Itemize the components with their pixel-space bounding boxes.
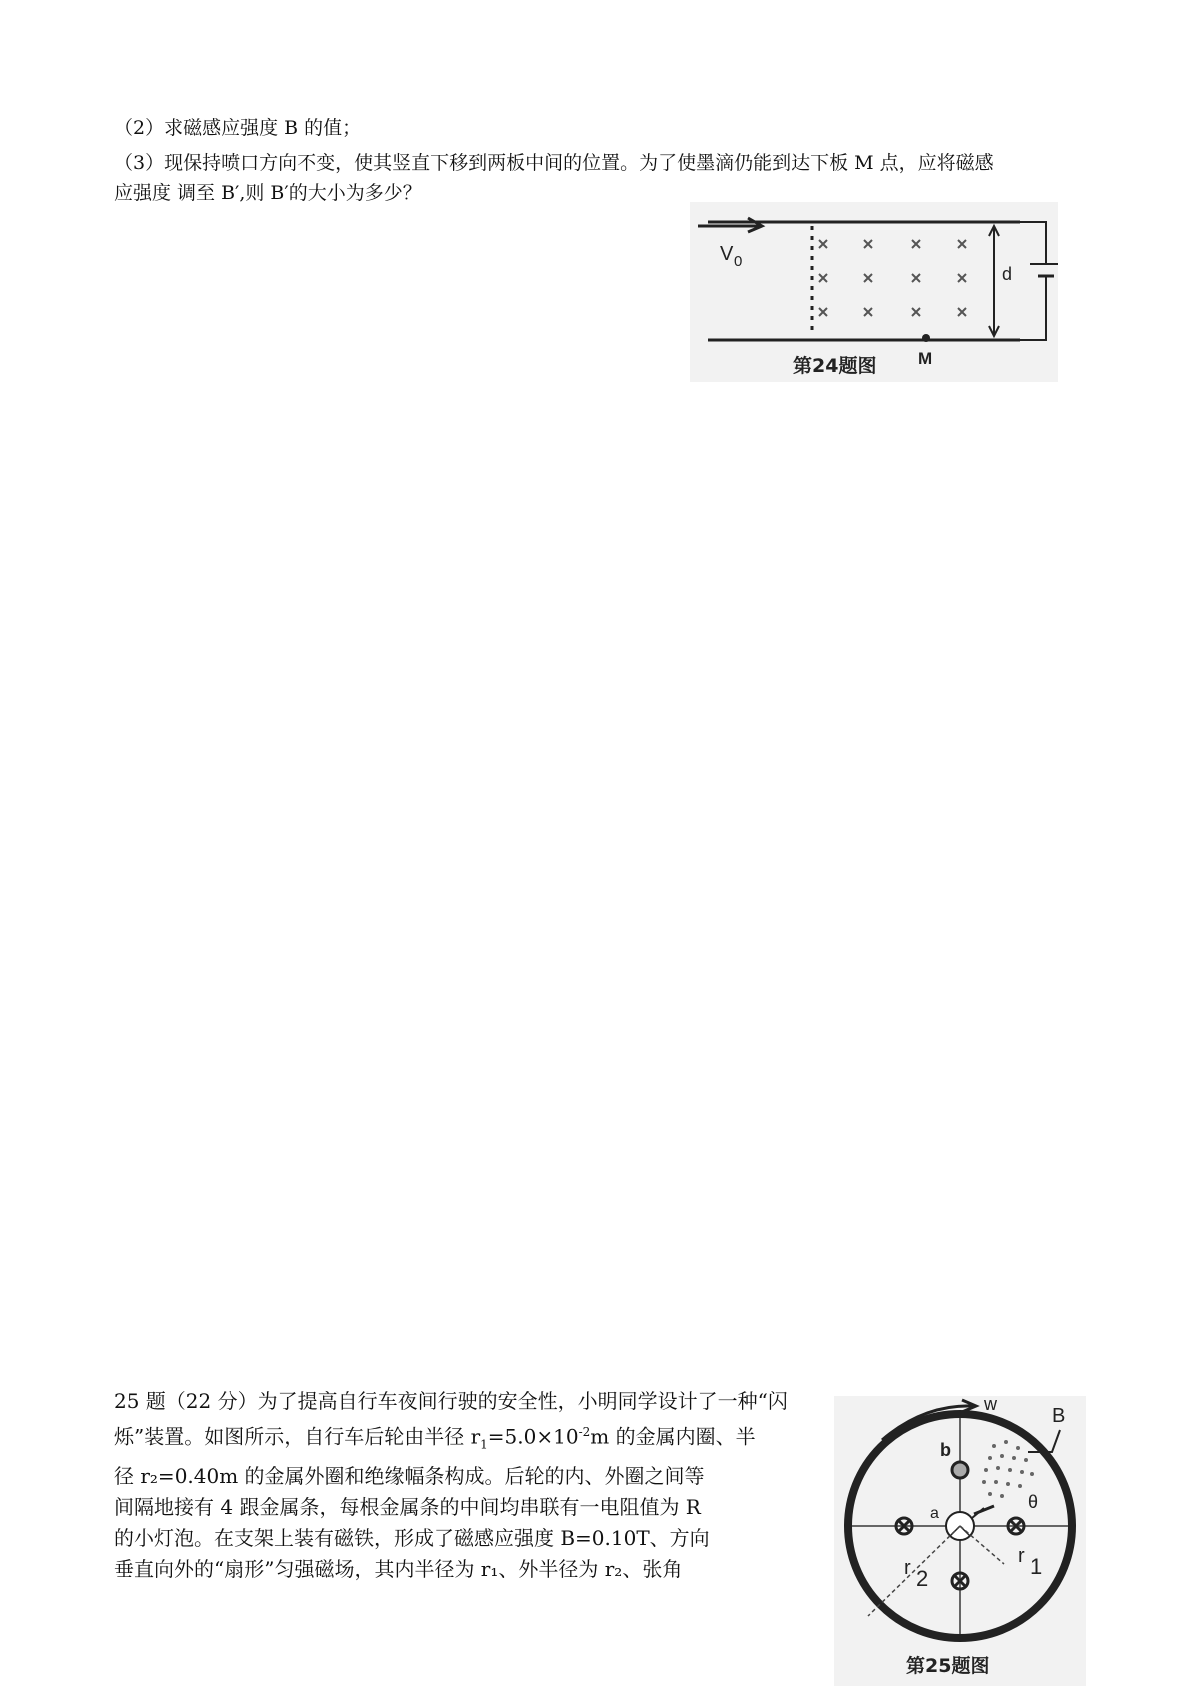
w-label: w <box>984 1396 997 1414</box>
figure-24 <box>690 202 1058 382</box>
q24-part2-text: （2）求磁感应强度 B 的值； <box>114 117 362 139</box>
figure-25 <box>834 1396 1086 1686</box>
field-sector-dots <box>982 1440 1034 1498</box>
field-crosses <box>819 240 966 316</box>
theta-label: θ <box>1028 1492 1039 1512</box>
r1-subscript: 1 <box>1030 1554 1043 1579</box>
q25-line-4: 间隔地接有 4 跟金属条，每根金属条的中间均串联有一电阻值为 R <box>114 1494 701 1519</box>
q25-line-2: 烁”装置。如图所示，自行车后轮由半径 $r_1=5.0\times 10^{-2}m$ 的金属内圈、半 <box>114 1424 756 1452</box>
b-bulb-label: b <box>940 1440 951 1460</box>
q25-line-1: 25 题（22 分）为了提高自行车夜间行驶的安全性，小明同学设计了一种“闪 <box>114 1389 788 1413</box>
q24-part3-text-cont: 应强度 调至 B′,则 B′的大小为多少？ <box>114 182 422 204</box>
point-m <box>922 334 930 342</box>
figure-25-diagram <box>834 1396 1086 1686</box>
figure-24-caption: 第24题图 <box>793 355 877 377</box>
v0-subscript: 0 <box>734 253 743 270</box>
q25-line-5: 的小灯泡。在支架上装有磁铁，形成了磁感应强度 B=0.10T、方向 <box>114 1525 710 1550</box>
a-label: a <box>930 1505 939 1522</box>
d-label: d <box>1002 264 1013 284</box>
r2-subscript: 2 <box>916 1566 929 1591</box>
v0-label: V <box>720 243 734 265</box>
q25-line-3: 径 r₂=0.40m 的金属外圈和绝缘幅条构成。后轮的内、外圈之间等 <box>114 1463 705 1488</box>
m-label: M <box>918 349 933 368</box>
q25-line-6: 垂直向外的“扇形”匀强磁场，其内半径为 r₁、外半径为 r₂、张角 <box>114 1556 683 1581</box>
q25-text <box>114 1386 814 1585</box>
circuit-wire <box>1020 222 1046 264</box>
q24-part3-text: （3）现保持喷口方向不变，使其竖直下移到两板中间的位置。为了使墨滴仍能到达下板 M 点，应将磁感 <box>114 152 994 174</box>
r1-line <box>960 1526 1004 1564</box>
b-field-label: B <box>1052 1405 1066 1427</box>
bulb-b <box>952 1462 968 1478</box>
r2-label: r <box>904 1557 911 1579</box>
figure-25-caption: 第25题图 <box>906 1655 990 1677</box>
figure-24-diagram <box>690 202 1058 382</box>
r1-label: r <box>1018 1545 1025 1567</box>
